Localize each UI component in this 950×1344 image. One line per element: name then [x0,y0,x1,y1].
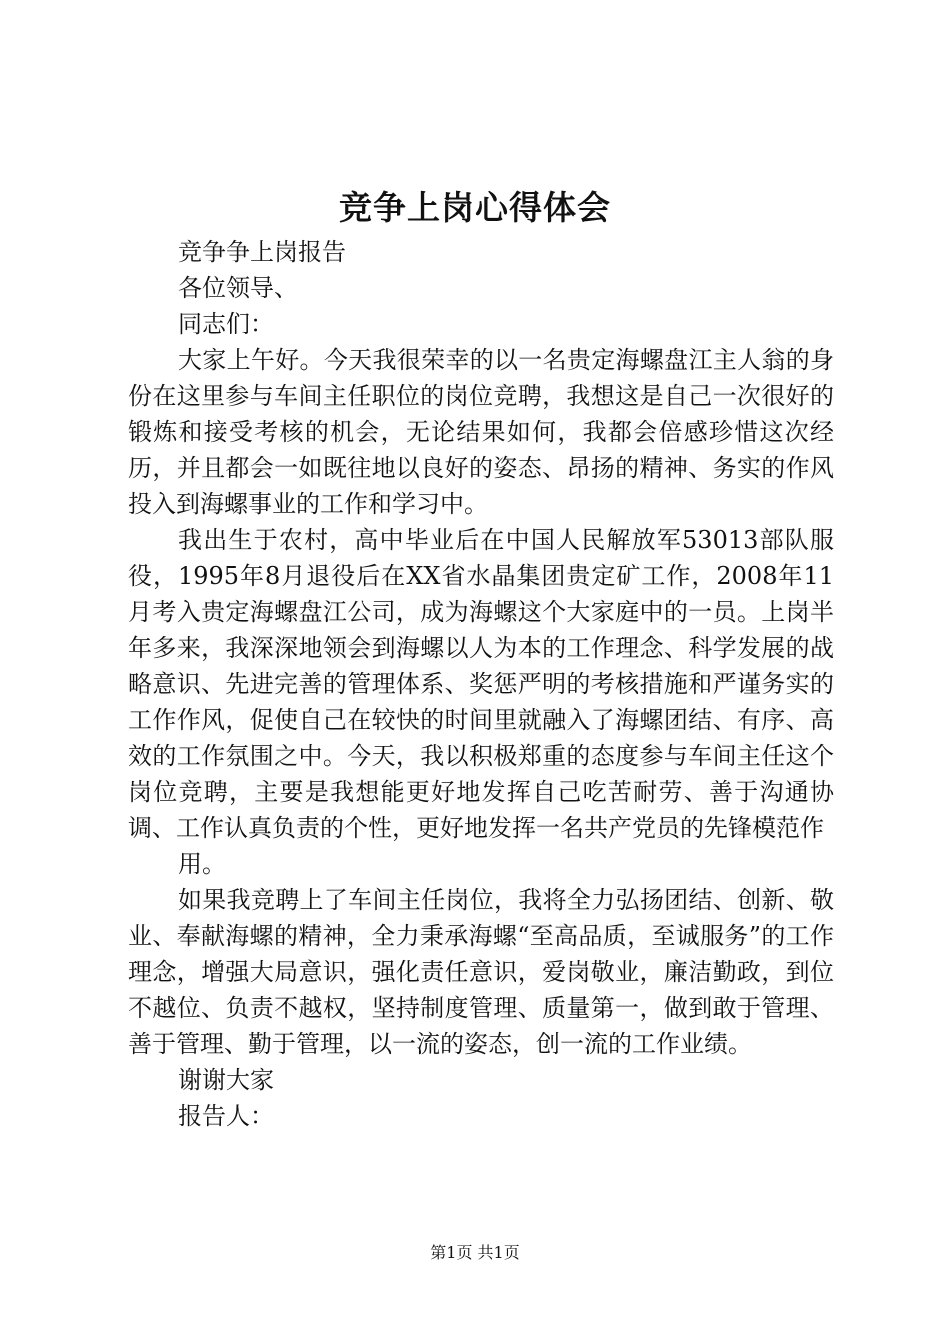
paragraph-background-continued: 用。 [178,850,226,878]
page-footer: 第1页 共1页 [430,1243,520,1262]
paragraph-salutation-leaders: 各位领导、 [178,274,298,302]
paragraph-reporter: 报告人： [178,1102,274,1130]
paragraph-salutation-comrades: 同志们： [178,310,274,338]
paragraph-report-heading: 竞争争上岗报告 [178,238,346,266]
paragraph-background: 我出生于农村，高中毕业后在中国人民解放军53013部队服役，1995年8月退役后在XX省水晶集团贵定矿工作，2008年11月考入贵定海螺盘江公司，成为海螺这个大家庭中的一员。上岗半年多来，我深深地领会到海螺以人为本的工作理念、科学发展的战略意识、先进完善的管理体系、奖惩严明的考核措施和严谨务实的工作作风，促使自己在较快的时间里就融入了海螺团结、有序、高效的工作氛围之中。今天，我以积极郑重的态度参与车间主任这个岗位竞聘，主要是我想能更好地发挥自己吃苦耐劳、善于沟通协调、工作认真负责的个性，更好地发挥一名共产党员的先锋模范作 [128,526,834,842]
paragraph-thanks: 谢谢大家 [178,1066,274,1094]
document-body [128,234,834,1134]
document-title: 竞争上岗心得体会 [339,188,611,227]
paragraph-greeting: 大家上午好。今天我很荣幸的以一名贵定海螺盘江主人翁的身份在这里参与车间主任职位的岗位竞聘，我想这是自己一次很好的锻炼和接受考核的机会，无论结果如何，我都会倍感珍惜这次经历，并且都会一如既往地以良好的姿态、昂扬的精神、务实的作风投入到海螺事业的工作和学习中。 [128,346,834,518]
paragraph-commitment: 如果我竞聘上了车间主任岗位，我将全力弘扬团结、创新、敬业、奉献海螺的精神，全力秉承海螺“至高品质，至诚服务”的工作理念，增强大局意识，强化责任意识，爱岗敬业，廉洁勤政，到位不越位、负责不越权，坚持制度管理、质量第一，做到敢于管理、善于管理、勤于管理，以一流的姿态，创一流的工作业绩。 [128,886,834,1058]
